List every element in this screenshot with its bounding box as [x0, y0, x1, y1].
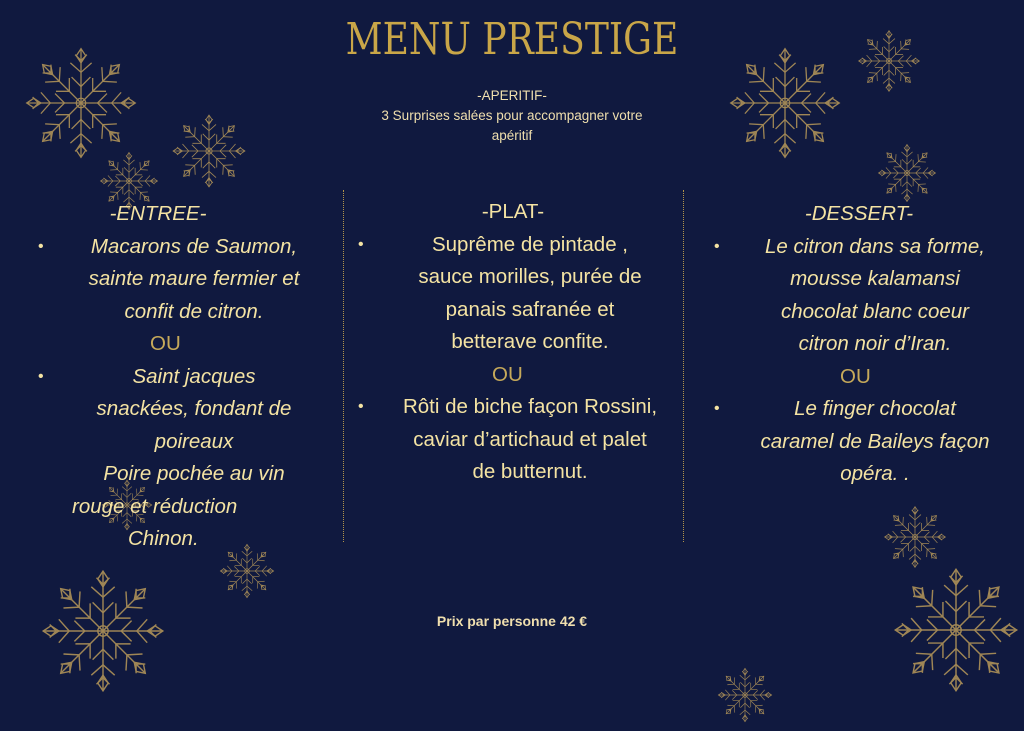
dish-line: Poire pochée au vin — [103, 462, 285, 485]
list-item — [358, 391, 680, 489]
or-separator — [38, 328, 328, 361]
dish-line: Rôti de biche façon Rossini, — [402, 395, 658, 418]
snowflake-icon — [170, 112, 248, 190]
bullet-icon: • — [38, 367, 44, 385]
dish-line: sainte maure fermier et — [88, 267, 300, 290]
dish-line: rouge et réduction — [72, 494, 238, 518]
snowflake-icon — [716, 666, 774, 724]
dish-line: Macarons de Saumon, — [90, 234, 298, 258]
dish-line: Le finger chocolat — [794, 397, 956, 420]
dish-line: Saint jacques — [132, 364, 256, 388]
plat-heading: -PLAT- — [481, 200, 545, 223]
list-item — [358, 229, 680, 359]
snowflake-icon — [38, 566, 168, 696]
aperitif-heading: -APERITIF- — [477, 88, 547, 103]
dish-line: caviar d’artichaud et palet — [413, 427, 647, 451]
bullet-icon: • — [714, 237, 720, 255]
or-separator — [358, 359, 680, 392]
dish-line: poireaux — [154, 429, 234, 453]
menu-title: MENU PRESTIGE — [345, 14, 679, 65]
dish-line: sauce morilles, purée de — [418, 265, 642, 288]
price-per-person: Prix par personne 42 € — [436, 613, 588, 629]
dish-line: citron noir d’Iran. — [798, 332, 952, 355]
snowflake-icon — [890, 564, 1022, 696]
list-item — [714, 393, 1014, 491]
dish-line: chocolat blanc coeur — [780, 299, 970, 323]
dish-line: panais safranée et — [445, 297, 615, 321]
plat-column — [358, 196, 680, 489]
or-label: OU — [840, 364, 871, 388]
dish-line: Chinon. — [128, 527, 199, 550]
dish-line: snackées, fondant de — [96, 397, 292, 420]
bullet-icon: • — [38, 237, 44, 255]
list-item — [38, 361, 328, 556]
list-item — [714, 231, 1014, 361]
or-label: OU — [492, 362, 523, 386]
bullet-icon: • — [714, 400, 720, 417]
entree-heading: -ENTREE- — [109, 202, 207, 225]
or-separator — [714, 361, 1014, 394]
aperitif-section — [300, 86, 724, 146]
entree-column — [38, 198, 328, 556]
dish-line: betterave confite. — [451, 330, 609, 353]
snowflake-icon — [882, 504, 948, 570]
aperitif-description-line: 3 Surprises salées pour accompagner votre — [381, 108, 643, 123]
dish-line: confit de citron. — [124, 299, 264, 323]
dish-line: de butternut. — [472, 460, 588, 483]
dish-line: Suprême de pintade , — [431, 232, 629, 256]
or-label: OU — [150, 332, 181, 355]
dish-line: caramel de Baileys façon — [760, 429, 990, 453]
dessert-heading: -DESSERT- — [804, 202, 914, 225]
list-item — [38, 231, 328, 329]
dessert-column — [714, 198, 1014, 491]
column-divider — [683, 190, 684, 542]
aperitif-description-line: apéritif — [491, 128, 533, 143]
dish-line: mousse kalamansi — [790, 267, 960, 290]
bullet-icon: • — [358, 398, 364, 415]
column-divider — [343, 190, 344, 542]
bullet-icon: • — [358, 235, 364, 253]
snowflake-icon — [876, 142, 938, 204]
dish-line: opéra. . — [840, 462, 910, 485]
dish-line: Le citron dans sa forme, — [765, 234, 985, 258]
